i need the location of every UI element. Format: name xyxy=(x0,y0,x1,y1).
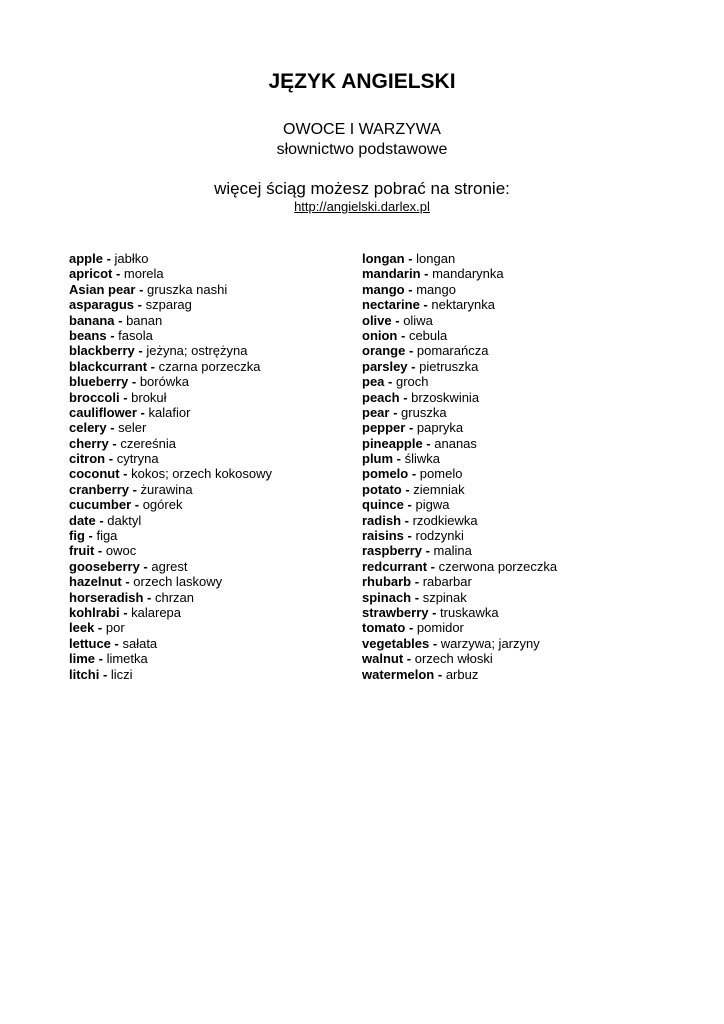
polish-translation: fasola xyxy=(118,327,153,343)
english-term: banana xyxy=(69,312,115,328)
website-link-row xyxy=(0,199,724,215)
polish-translation: kokos; orzech kokosowy xyxy=(131,466,273,482)
polish-translation: pomidor xyxy=(416,620,464,636)
vocab-entry xyxy=(69,390,272,405)
term-separator: - xyxy=(136,404,149,420)
vocab-entry xyxy=(69,574,272,589)
polish-translation: mandarynka xyxy=(432,266,504,282)
polish-translation: por xyxy=(105,620,125,636)
polish-translation: śliwka xyxy=(404,451,441,467)
vocab-entry xyxy=(69,328,272,343)
english-term: citron xyxy=(69,451,106,467)
vocab-entry xyxy=(69,513,272,528)
term-separator: - xyxy=(403,528,416,544)
vocab-entry xyxy=(362,605,557,620)
polish-translation: limetka xyxy=(106,651,148,667)
term-separator: - xyxy=(102,251,115,266)
term-separator: - xyxy=(105,451,117,467)
english-term: mango xyxy=(362,281,405,297)
vocab-entry xyxy=(362,436,557,451)
vocab-entry xyxy=(69,605,272,620)
polish-translation: czerwona porzeczka xyxy=(438,558,558,574)
term-separator: - xyxy=(110,635,123,651)
term-separator: - xyxy=(411,589,423,605)
english-term: rhubarb xyxy=(362,574,412,590)
english-term: asparagus xyxy=(69,297,135,313)
term-separator: - xyxy=(134,343,147,359)
english-term: pear xyxy=(362,404,390,420)
polish-translation: seler xyxy=(118,420,147,436)
polish-translation: daktyl xyxy=(107,512,142,528)
term-separator: - xyxy=(401,481,414,497)
vocab-entry xyxy=(362,513,557,528)
english-term: quince xyxy=(362,497,404,513)
vocab-entry xyxy=(69,667,272,682)
polish-translation: kalafior xyxy=(148,404,191,420)
polish-translation: cebula xyxy=(408,327,448,343)
english-term: spinach xyxy=(362,589,412,605)
polish-translation: agrest xyxy=(151,558,188,574)
term-separator: - xyxy=(403,651,415,667)
term-separator: - xyxy=(94,620,106,636)
term-separator: - xyxy=(405,420,417,436)
term-separator: - xyxy=(121,574,134,590)
term-separator: - xyxy=(434,666,446,682)
vocab-entry xyxy=(362,636,557,651)
english-term: pomelo xyxy=(362,466,409,482)
polish-translation: truskawka xyxy=(440,604,499,620)
polish-translation: żurawina xyxy=(140,481,193,497)
more-cheatsheets-text: więcej ściąg możesz pobrać na stronie: xyxy=(214,179,510,198)
english-term: litchi xyxy=(69,666,100,682)
english-term: lettuce xyxy=(69,635,111,651)
english-term: watermelon xyxy=(362,666,435,682)
english-term: raisins xyxy=(362,528,404,544)
polish-translation: owoc xyxy=(105,543,137,559)
term-separator: - xyxy=(94,543,106,559)
term-separator: - xyxy=(134,297,146,313)
polish-translation: pigwa xyxy=(415,497,450,513)
polish-translation: pietruszka xyxy=(419,358,479,374)
term-separator: - xyxy=(404,251,417,266)
english-term: tomato xyxy=(362,620,406,636)
vocab-entry xyxy=(362,543,557,558)
polish-translation: orzech włoski xyxy=(414,651,493,667)
polish-translation: sałata xyxy=(122,635,158,651)
vocab-entry xyxy=(69,313,272,328)
vocab-entry xyxy=(362,482,557,497)
term-separator: - xyxy=(397,327,409,343)
english-term: peach xyxy=(362,389,400,405)
term-separator: - xyxy=(106,420,119,436)
english-term: coconut xyxy=(69,466,120,482)
vocab-entry xyxy=(69,636,272,651)
term-separator: - xyxy=(389,404,402,420)
english-term: date xyxy=(69,512,96,528)
term-separator: - xyxy=(393,451,405,467)
vocab-entry xyxy=(362,374,557,389)
term-separator: - xyxy=(427,558,439,574)
english-term: pepper xyxy=(362,420,406,436)
vocab-entry xyxy=(362,590,557,605)
term-separator: - xyxy=(407,358,420,374)
vocab-entry xyxy=(362,282,557,297)
english-term: Asian pear xyxy=(69,281,136,297)
term-separator: - xyxy=(405,620,417,636)
polish-translation: gruszka nashi xyxy=(147,281,228,297)
vocab-entry xyxy=(362,420,557,435)
vocab-entry xyxy=(69,343,272,358)
polish-translation: longan xyxy=(416,251,456,266)
term-separator: - xyxy=(106,327,119,343)
vocab-entry xyxy=(69,620,272,635)
term-separator: - xyxy=(99,666,111,682)
polish-translation: szparag xyxy=(145,297,192,313)
english-term: cranberry xyxy=(69,481,129,497)
english-term: pineapple xyxy=(362,435,423,451)
english-term: potato xyxy=(362,481,402,497)
term-separator: - xyxy=(403,497,416,513)
english-term: onion xyxy=(362,327,398,343)
polish-translation: rzodkiewka xyxy=(412,512,478,528)
vocab-entry xyxy=(69,374,272,389)
english-term: fig xyxy=(69,528,85,544)
polish-translation: czarna porzeczka xyxy=(158,358,261,374)
vocab-entry xyxy=(69,451,272,466)
vocab-entry xyxy=(69,590,272,605)
polish-translation: malina xyxy=(433,543,472,559)
vocab-entry xyxy=(362,297,557,312)
english-term: broccoli xyxy=(69,389,120,405)
english-term: fruit xyxy=(69,543,95,559)
vocab-entry xyxy=(362,343,557,358)
term-separator: - xyxy=(128,374,140,390)
term-separator: - xyxy=(84,528,97,544)
polish-translation: banan xyxy=(126,312,163,328)
polish-translation: borówka xyxy=(139,374,189,390)
vocab-entry xyxy=(362,266,557,281)
vocab-entry xyxy=(362,620,557,635)
polish-translation: ziemniak xyxy=(413,481,465,497)
vocab-column-left xyxy=(69,251,272,682)
term-separator: - xyxy=(408,466,420,482)
english-term: kohlrabi xyxy=(69,604,120,620)
polish-translation: morela xyxy=(123,266,164,282)
vocab-entry xyxy=(69,559,272,574)
vocab-entry xyxy=(69,436,272,451)
english-term: longan xyxy=(362,251,405,266)
polish-translation: pomelo xyxy=(419,466,463,482)
polish-translation: kalarepa xyxy=(131,604,182,620)
vocab-entry xyxy=(69,297,272,312)
term-separator: - xyxy=(401,512,413,528)
vocab-entry xyxy=(362,390,557,405)
english-term: walnut xyxy=(362,651,404,667)
english-term: lime xyxy=(69,651,96,667)
english-term: celery xyxy=(69,420,107,436)
english-term: cucumber xyxy=(69,497,132,513)
vocab-entry xyxy=(362,574,557,589)
vocab-entry xyxy=(69,651,272,666)
subtitle-topic: OWOCE I WARZYWA xyxy=(283,121,441,138)
term-separator: - xyxy=(391,312,404,328)
english-term: orange xyxy=(362,343,406,359)
english-term: blackcurrant xyxy=(69,358,148,374)
vocab-entry xyxy=(362,405,557,420)
term-separator: - xyxy=(95,651,107,667)
vocab-entry xyxy=(362,667,557,682)
english-term: apple xyxy=(69,251,103,266)
term-separator: - xyxy=(147,358,159,374)
term-separator: - xyxy=(419,297,432,313)
vocab-entry xyxy=(69,282,272,297)
term-separator: - xyxy=(112,266,124,282)
page-title: JĘZYK ANGIELSKI xyxy=(268,70,456,93)
vocab-entry xyxy=(69,266,272,281)
polish-translation: jeżyna; ostrężyna xyxy=(146,343,248,359)
english-term: cherry xyxy=(69,435,109,451)
polish-translation: ananas xyxy=(434,435,477,451)
polish-translation: ogórek xyxy=(142,497,183,513)
english-term: olive xyxy=(362,312,392,328)
polish-translation: nektarynka xyxy=(431,297,495,313)
english-term: cauliflower xyxy=(69,404,137,420)
polish-translation: oliwa xyxy=(403,312,433,328)
vocab-entry xyxy=(362,651,557,666)
polish-translation: szpinak xyxy=(422,589,467,605)
english-term: blackberry xyxy=(69,343,135,359)
term-separator: - xyxy=(135,281,148,297)
term-separator: - xyxy=(114,312,127,328)
term-separator: - xyxy=(95,512,108,528)
vocab-entry xyxy=(69,497,272,512)
polish-translation: rabarbar xyxy=(422,574,472,590)
term-separator: - xyxy=(119,604,132,620)
polish-translation: liczi xyxy=(110,666,133,682)
term-separator: - xyxy=(429,635,441,651)
english-term: pea xyxy=(362,374,385,390)
term-separator: - xyxy=(422,435,435,451)
english-term: mandarin xyxy=(362,266,421,282)
vocab-entry xyxy=(69,359,272,374)
english-term: gooseberry xyxy=(69,558,140,574)
english-term: beans xyxy=(69,327,107,343)
term-separator: - xyxy=(399,389,412,405)
polish-translation: mango xyxy=(416,281,456,297)
polish-translation: brzoskwinia xyxy=(411,389,480,405)
term-separator: - xyxy=(384,374,396,390)
polish-translation: brokuł xyxy=(131,389,167,405)
term-separator: - xyxy=(128,481,141,497)
polish-translation: groch xyxy=(395,374,429,390)
term-separator: - xyxy=(405,343,417,359)
polish-translation: czereśnia xyxy=(120,435,176,451)
polish-translation: gruszka xyxy=(401,404,447,420)
english-term: hazelnut xyxy=(69,574,122,590)
vocab-entry xyxy=(362,559,557,574)
vocab-entry xyxy=(362,451,557,466)
polish-translation: rodzynki xyxy=(415,528,464,544)
vocab-entry xyxy=(362,251,557,266)
vocab-entry xyxy=(69,420,272,435)
term-separator: - xyxy=(108,435,121,451)
polish-translation: papryka xyxy=(416,420,464,436)
english-term: radish xyxy=(362,512,402,528)
polish-translation: cytryna xyxy=(116,451,159,467)
polish-translation: warzywa; jarzyny xyxy=(440,635,540,651)
english-term: vegetables xyxy=(362,635,430,651)
term-separator: - xyxy=(404,281,417,297)
vocab-entry xyxy=(362,359,557,374)
term-separator: - xyxy=(131,497,143,513)
vocab-entry xyxy=(69,543,272,558)
vocab-entry xyxy=(362,466,557,481)
term-separator: - xyxy=(411,574,423,590)
term-separator: - xyxy=(420,266,433,282)
polish-translation: orzech laskowy xyxy=(133,574,223,590)
term-separator: - xyxy=(428,604,441,620)
vocab-entry xyxy=(69,482,272,497)
english-term: blueberry xyxy=(69,374,129,390)
vocab-entry xyxy=(362,313,557,328)
english-term: redcurrant xyxy=(362,558,428,574)
vocab-entry xyxy=(69,251,272,266)
polish-translation: arbuz xyxy=(445,666,479,682)
term-separator: - xyxy=(119,389,132,405)
english-term: nectarine xyxy=(362,297,420,313)
vocab-column-right xyxy=(362,251,557,682)
term-separator: - xyxy=(143,589,155,605)
english-term: horseradish xyxy=(69,589,144,605)
term-separator: - xyxy=(421,543,434,559)
english-term: apricot xyxy=(69,266,113,282)
vocab-entry xyxy=(69,466,272,481)
vocab-entry xyxy=(362,497,557,512)
english-term: raspberry xyxy=(362,543,422,559)
vocab-entry xyxy=(69,405,272,420)
english-term: parsley xyxy=(362,358,408,374)
polish-translation: chrzan xyxy=(154,589,195,605)
website-link[interactable]: http://angielski.darlex.pl xyxy=(294,199,430,214)
vocab-entry xyxy=(362,328,557,343)
term-separator: - xyxy=(119,466,132,482)
polish-translation: pomarańcza xyxy=(416,343,489,359)
vocab-entry xyxy=(362,528,557,543)
polish-translation: jabłko xyxy=(114,251,149,266)
english-term: plum xyxy=(362,451,394,467)
subtitle-level: słownictwo podstawowe xyxy=(276,141,448,158)
english-term: leek xyxy=(69,620,95,636)
term-separator: - xyxy=(139,558,152,574)
polish-translation: figa xyxy=(96,528,118,544)
english-term: strawberry xyxy=(362,604,429,620)
vocab-entry xyxy=(69,528,272,543)
